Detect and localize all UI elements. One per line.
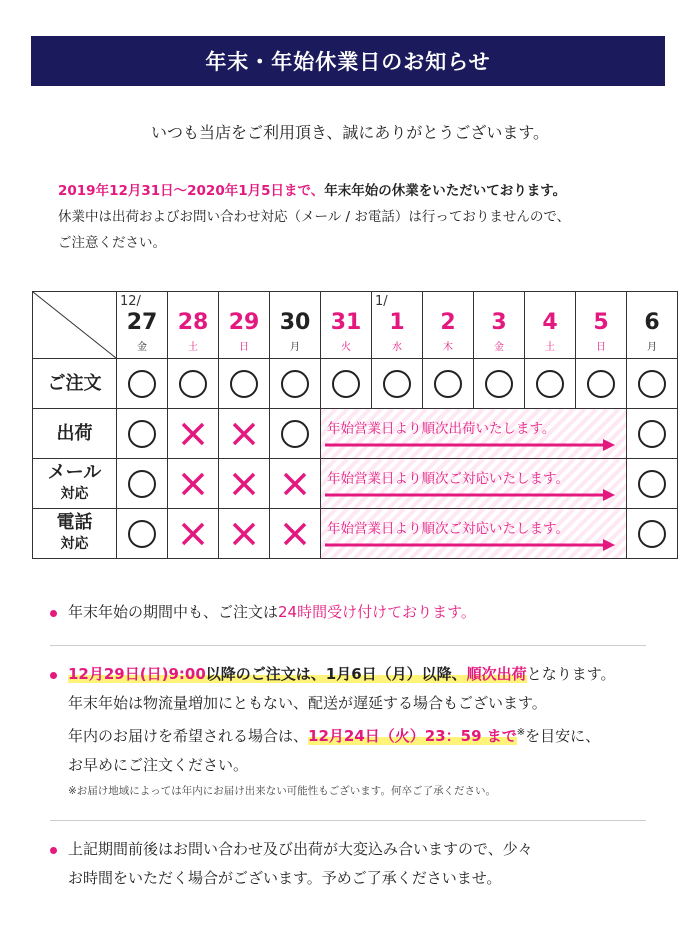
intro-line-3: ご注意ください。: [58, 235, 166, 251]
available-circle-icon: [281, 370, 309, 398]
day-header-6: 6 月: [627, 292, 678, 359]
status-cell: [168, 459, 219, 509]
right-arrow-icon: [325, 539, 615, 551]
note-shipping-schedule: 12月29日(日)9:00以降のご注文は、1月6日（月）以降、順次出荷となります。 年末年始は物流量増加にともない、配送が遅延する場合もございます。 年内のお届けを希望される場合は、12月24日（火）23：59 まで※を目安に、 お早めにご注文ください。 ※お届け地域によっては年内にお届け出来ない可能性もございます。何卒ご了承ください。: [50, 660, 680, 802]
phone-row-label: 電話 対応: [33, 509, 117, 559]
notes-section: [50, 598, 680, 893]
available-circle-icon: [128, 470, 156, 498]
unavailable-cross-icon: [280, 469, 310, 499]
diagonal-line: [33, 292, 116, 358]
available-circle-icon: [638, 370, 666, 398]
status-cell: [576, 359, 627, 409]
available-circle-icon: [536, 370, 564, 398]
status-cell: [270, 359, 321, 409]
available-circle-icon: [638, 470, 666, 498]
status-cell: [270, 409, 321, 459]
unavailable-cross-icon: [229, 419, 259, 449]
greeting-text: いつも当店をご利用頂き、誠にありがとうございます。: [150, 123, 550, 142]
available-circle-icon: [281, 420, 309, 448]
status-cell: [219, 359, 270, 409]
phone-row: [33, 509, 678, 559]
note-order-24h: 年末年始の期間中も、ご注文は24時間受け付けております。: [50, 598, 680, 627]
mail-banner-text: 年始営業日より順次ご対応いたします。: [327, 471, 569, 487]
page-title: 年末・年始休業日のお知らせ: [31, 36, 665, 86]
bullet-dot-icon: [50, 672, 57, 679]
available-circle-icon: [128, 370, 156, 398]
right-arrow-icon: [325, 489, 615, 501]
mail-row: [33, 459, 678, 509]
day-header-5: 5 日: [576, 292, 627, 359]
ship-row-label: 出荷: [33, 409, 117, 459]
status-cell: [219, 459, 270, 509]
status-cell: [525, 359, 576, 409]
status-cell: [270, 509, 321, 559]
available-circle-icon: [332, 370, 360, 398]
unavailable-cross-icon: [178, 469, 208, 499]
status-cell: [627, 459, 678, 509]
holiday-period: 2019年12月31日～2020年1月5日まで、: [58, 183, 325, 199]
day-header-28: 28 土: [168, 292, 219, 359]
status-cell: [627, 359, 678, 409]
day-header-27: 12/ 27 金: [117, 292, 168, 359]
unavailable-cross-icon: [178, 419, 208, 449]
status-cell: [117, 509, 168, 559]
ship-banner-text: 年始営業日より順次出荷いたします。: [327, 421, 556, 437]
ship-banner-cell: [321, 409, 627, 459]
status-cell: [627, 409, 678, 459]
available-circle-icon: [128, 420, 156, 448]
mail-row-label: メール 対応: [33, 459, 117, 509]
day-header-1: 1/ 1 水: [372, 292, 423, 359]
calendar-corner-cell: [33, 292, 117, 359]
phone-banner-cell: [321, 509, 627, 559]
ship-row: [33, 409, 678, 459]
status-cell: [321, 359, 372, 409]
day-header-3: 3 金: [474, 292, 525, 359]
status-cell: [627, 509, 678, 559]
divider: [50, 820, 646, 821]
day-header-29: 29 日: [219, 292, 270, 359]
available-circle-icon: [638, 520, 666, 548]
unavailable-cross-icon: [178, 519, 208, 549]
holiday-notice: 年末年始の休業をいただいております。: [324, 183, 567, 199]
status-cell: [168, 359, 219, 409]
order-row: [33, 359, 678, 409]
unavailable-cross-icon: [229, 519, 259, 549]
status-cell: [270, 459, 321, 509]
available-circle-icon: [485, 370, 513, 398]
day-header-2: 2 木: [423, 292, 474, 359]
day-header-30: 30 月: [270, 292, 321, 359]
status-cell: [117, 359, 168, 409]
available-circle-icon: [230, 370, 258, 398]
intro-block: [58, 178, 678, 256]
status-cell: [168, 409, 219, 459]
bullet-dot-icon: [50, 610, 57, 617]
day-header-4: 4 土: [525, 292, 576, 359]
available-circle-icon: [638, 420, 666, 448]
status-cell: [117, 459, 168, 509]
bullet-dot-icon: [50, 847, 57, 854]
available-circle-icon: [434, 370, 462, 398]
order-row-label: ご注文: [33, 359, 117, 409]
status-cell: [372, 359, 423, 409]
calendar-header-row: [33, 292, 678, 359]
status-cell: [219, 509, 270, 559]
holiday-calendar-table: [32, 291, 678, 559]
unavailable-cross-icon: [280, 519, 310, 549]
footnote: ※お届け地域によっては年内にお届け出来ない可能性もございます。何卒ご了承ください。: [68, 785, 496, 797]
unavailable-cross-icon: [229, 469, 259, 499]
status-cell: [219, 409, 270, 459]
status-cell: [474, 359, 525, 409]
available-circle-icon: [587, 370, 615, 398]
available-circle-icon: [383, 370, 411, 398]
status-cell: [168, 509, 219, 559]
phone-banner-text: 年始営業日より順次ご対応いたします。: [327, 521, 569, 537]
right-arrow-icon: [325, 439, 615, 451]
intro-line-2: 休業中は出荷およびお問い合わせ対応（メール / お電話）は行っておりませんので、: [58, 209, 571, 225]
day-header-31: 31 火: [321, 292, 372, 359]
note-busy-period: 上記期間前後はお問い合わせ及び出荷が大変込み合いますので、少々 お時間をいただく場合がございます。予めご了承くださいませ。: [50, 835, 680, 893]
available-circle-icon: [179, 370, 207, 398]
status-cell: [423, 359, 474, 409]
mail-banner-cell: [321, 459, 627, 509]
divider: [50, 645, 646, 646]
available-circle-icon: [128, 520, 156, 548]
status-cell: [117, 409, 168, 459]
